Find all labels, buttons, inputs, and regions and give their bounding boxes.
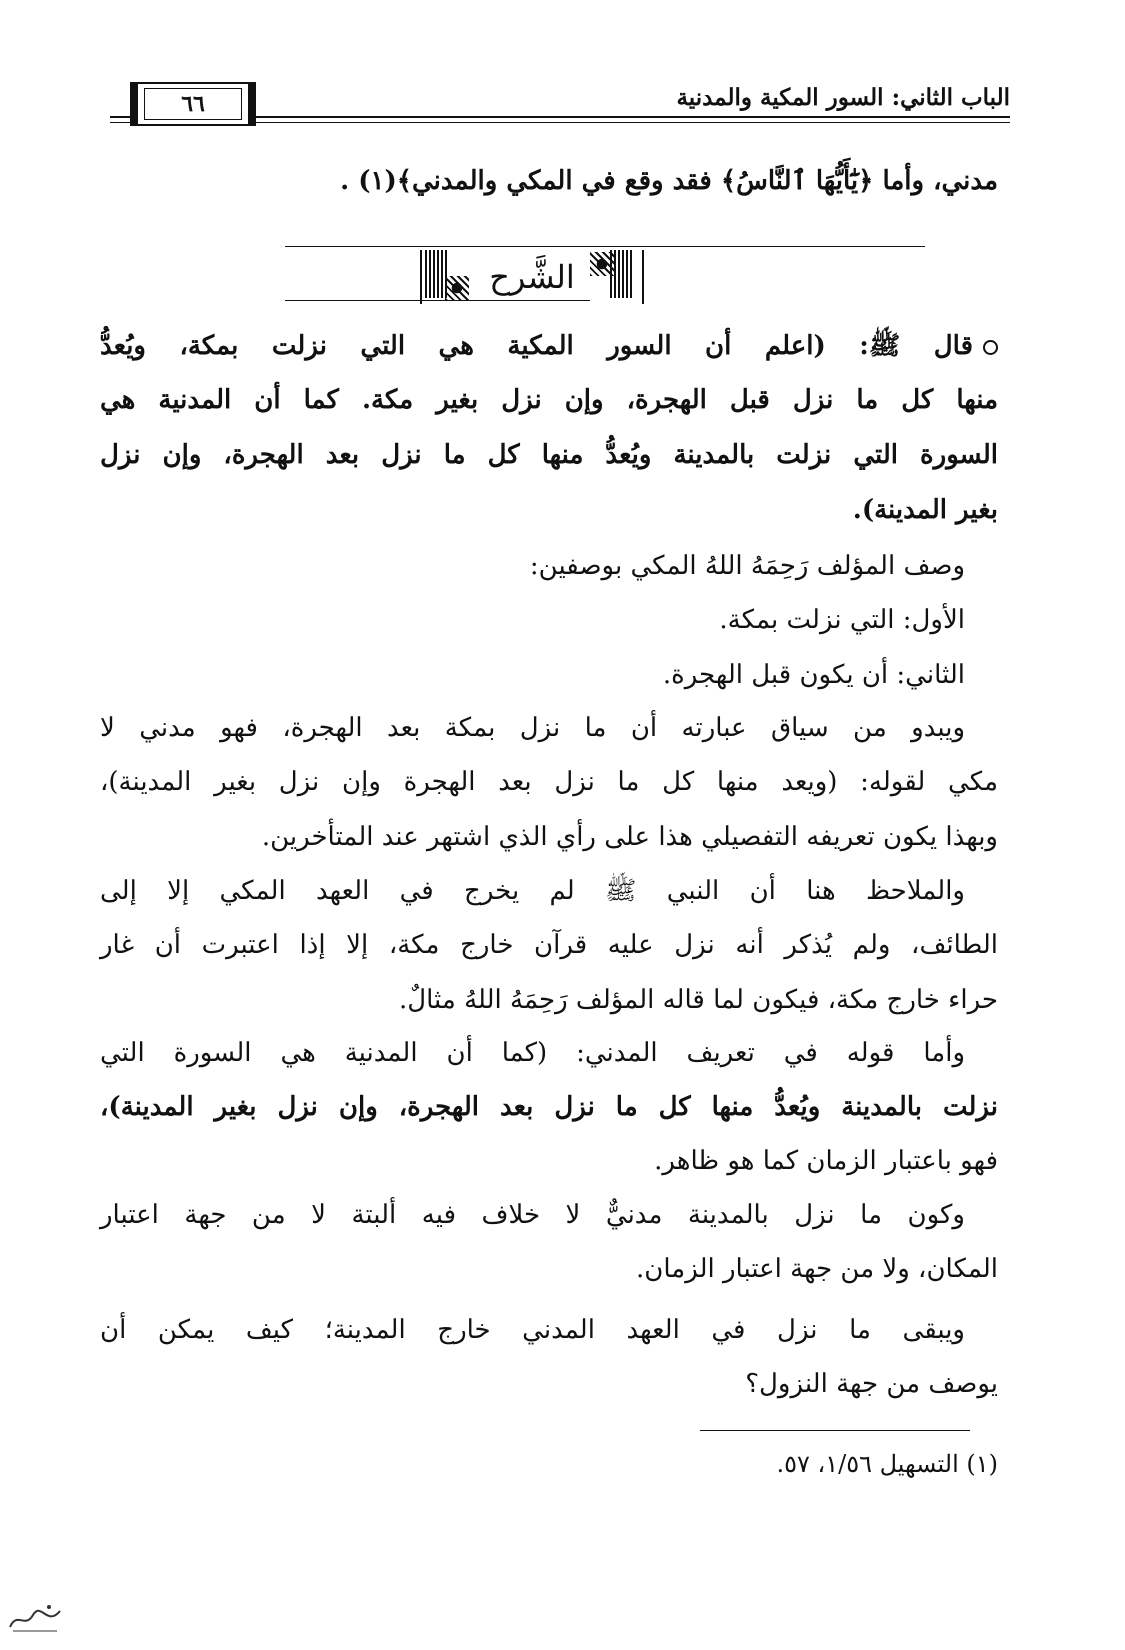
body-line-6: الأول: التي نزلت بمكة. xyxy=(719,605,965,635)
body-line-16: فهو باعتبار الزمان كما هو ظاهر. xyxy=(654,1146,998,1176)
watermark-calligraphy-icon xyxy=(5,1601,65,1635)
body-line-4: بغير المدينة). xyxy=(852,495,998,525)
body-line-14: وأما قوله في تعريف المدني: (كما أن المدنية هي السورة التي xyxy=(100,1038,965,1068)
body-line-9: مكي لقوله: (ويعد منها كل ما نزل بعد الهجرة وإن نزل بغير المدينة)، xyxy=(100,767,998,797)
section-heading-label: الشَّرح xyxy=(420,250,644,304)
body-line-15: نزلت بالمدينة ويُعدُّ منها كل ما نزل بعد الهجرة، وإن نزل بغير المدينة)، xyxy=(100,1092,998,1122)
library-watermark-logo xyxy=(0,1598,70,1638)
footnote: (١) التسهيل ١/٥٦، ٥٧. xyxy=(776,1450,998,1478)
page-number: ٦٦ xyxy=(130,82,256,126)
body-line-13: حراء خارج مكة، فيكون لما قاله المؤلف رَحِمَهُ اللهُ مثالٌ. xyxy=(398,985,998,1015)
heading-rule-top xyxy=(285,246,925,247)
chapter-title: الباب الثاني: السور المكية والمدنية xyxy=(676,84,1010,111)
paragraph-circle-icon xyxy=(983,340,998,355)
body-line-12: الطائف، ولم يُذكر أنه نزل عليه قرآن خارج مكة، إلا إذا اعتبرت أن غار xyxy=(100,930,998,960)
body-line-20: يوصف من جهة النزول؟ xyxy=(745,1369,998,1399)
body-line-7: الثاني: أن يكون قبل الهجرة. xyxy=(662,660,965,690)
body-line-11: والملاحظ هنا أن النبي ﷺ لم يخرج في العهد المكي إلا إلى xyxy=(100,876,965,906)
page-header xyxy=(110,80,1010,130)
intro-line: مدني، وأما ﴿يَٰٓأَيُّهَا ٱلنَّاسُ﴾ فقد وقع في المكي والمدني﴾(١) . xyxy=(340,166,998,196)
body-line-18: المكان، ولا من جهة اعتبار الزمان. xyxy=(636,1254,998,1284)
body-line-17: وكون ما نزل بالمدينة مدنيٌّ لا خلاف فيه ألبتة لا من جهة اعتبار xyxy=(100,1200,965,1230)
body-line-1-text: قال ﷺ: (اعلم أن السور المكية هي التي نزلت بمكة، ويُعدُّ xyxy=(100,331,973,361)
body-line-19: ويبقى ما نزل في العهد المدني خارج المدينة؛ كيف يمكن أن xyxy=(100,1315,965,1345)
body-line-5: وصف المؤلف رَحِمَهُ اللهُ المكي بوصفين: xyxy=(529,551,965,581)
body-line-3: السورة التي نزلت بالمدينة ويُعدُّ منها كل ما نزل بعد الهجرة، وإن نزل xyxy=(100,440,998,470)
body-line-10: وبهذا يكون تعريفه التفصيلي هذا على رأي الذي اشتهر عند المتأخرين. xyxy=(261,822,998,852)
body-line-8: ويبدو من سياق عبارته أن ما نزل بمكة بعد الهجرة، فهو مدني لا xyxy=(100,713,965,743)
body-line-1 xyxy=(100,330,998,364)
section-heading xyxy=(285,240,925,315)
footnote-rule xyxy=(700,1430,970,1431)
body-line-2: منها كل ما نزل قبل الهجرة، وإن نزل بغير مكة. كما أن المدنية هي xyxy=(100,385,998,415)
